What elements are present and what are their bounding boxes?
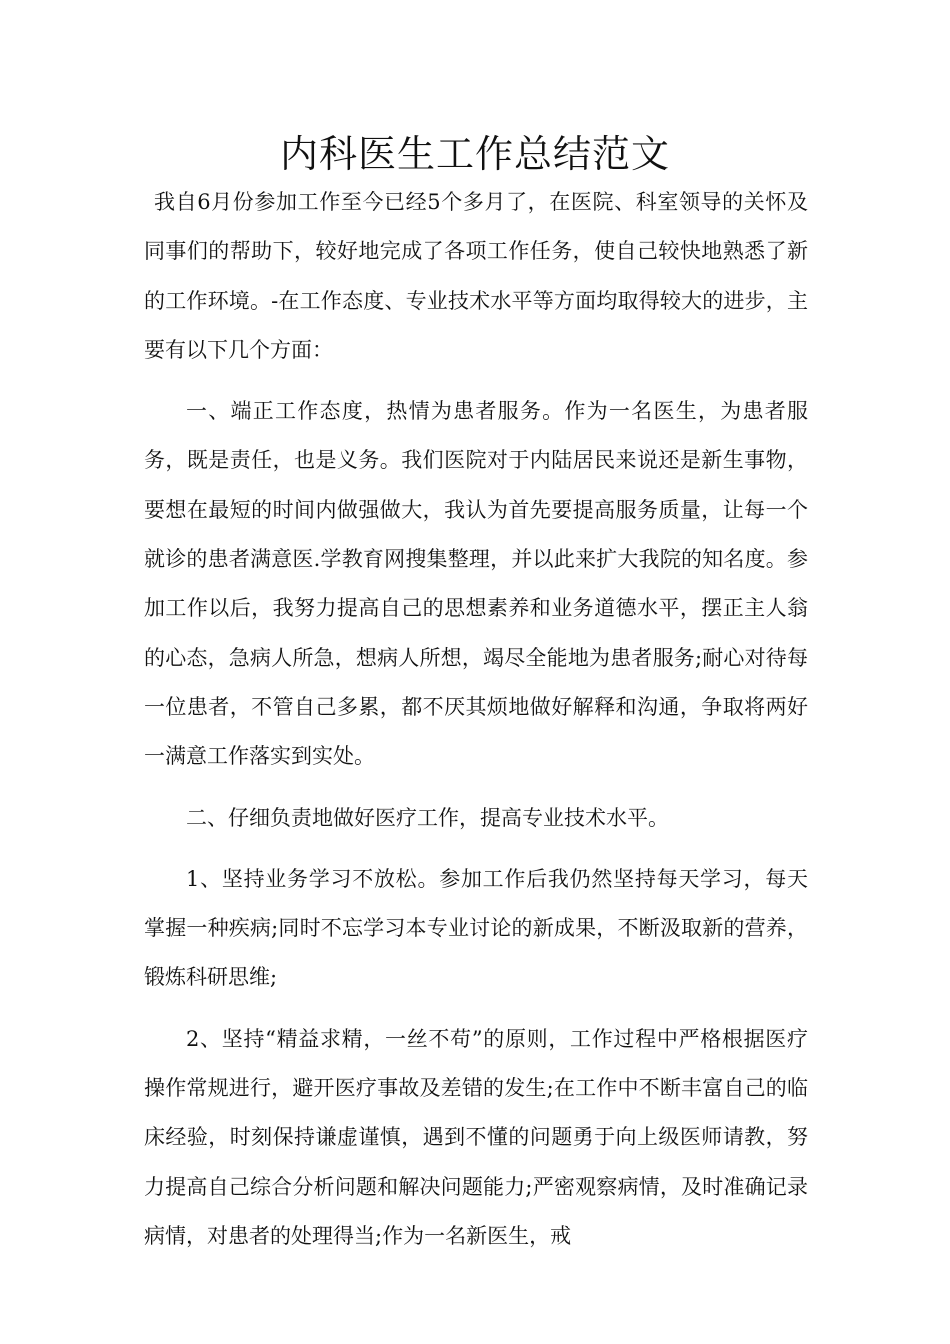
section-two-heading: 二、仔细负责地做好医疗工作，提高专业技术水平。 [186, 805, 669, 830]
intro-paragraph: 我自6月份参加工作至今已经5个多月了，在医院、科室领导的关怀及同事们的帮助下，较好地完成了各项工作任务，使自己较快地熟悉了新的工作环境。-在工作态度、专业技术水平等方面均取得较大的进步，主要有以下几个方面： [144, 190, 808, 362]
document-body [144, 178, 808, 1261]
item-one-paragraph: 1、坚持业务学习不放松。参加工作后我仍然坚持每天学习，每天掌握一种疾病;同时不忘学习本专业讨论的新成果，不断汲取新的营养，锻炼科研思维; [144, 866, 808, 990]
section-one-paragraph: 一、端正工作态度，热情为患者服务。作为一名医生，为患者服务，既是责任，也是义务。我们医院对于内陆居民来说还是新生事物，要想在最短的时间内做强做大，我认为首先要提高服务质量，让每一个就诊的患者满意医.学教育网搜集整理，并以此来扩大我院的知名度。参加工作以后，我努力提高自己的思想素养和业务道德水平，摆正主人翁的心态，急病人所急，想病人所想，竭尽全能地为患者服务;耐心对待每一位患者，不管自己多累，都不厌其烦地做好解释和沟通，争取将两好一满意工作落实到实处。 [144, 399, 808, 769]
item-two-paragraph: 2、坚持“精益求精，一丝不苟”的原则，工作过程中严格根据医疗操作常规进行，避开医疗事故及差错的发生;在工作中不断丰富自己的临床经验，时刻保持谦虚谨慎，遇到不懂的问题勇于向上级医师请教，努力提高自己综合分析问题和解决问题能力;严密观察病情，及时准确记录病情，对患者的处理得当;作为一名新医生，戒 [144, 1026, 808, 1248]
document-title: 内科医生工作总结范文 [279, 132, 670, 176]
